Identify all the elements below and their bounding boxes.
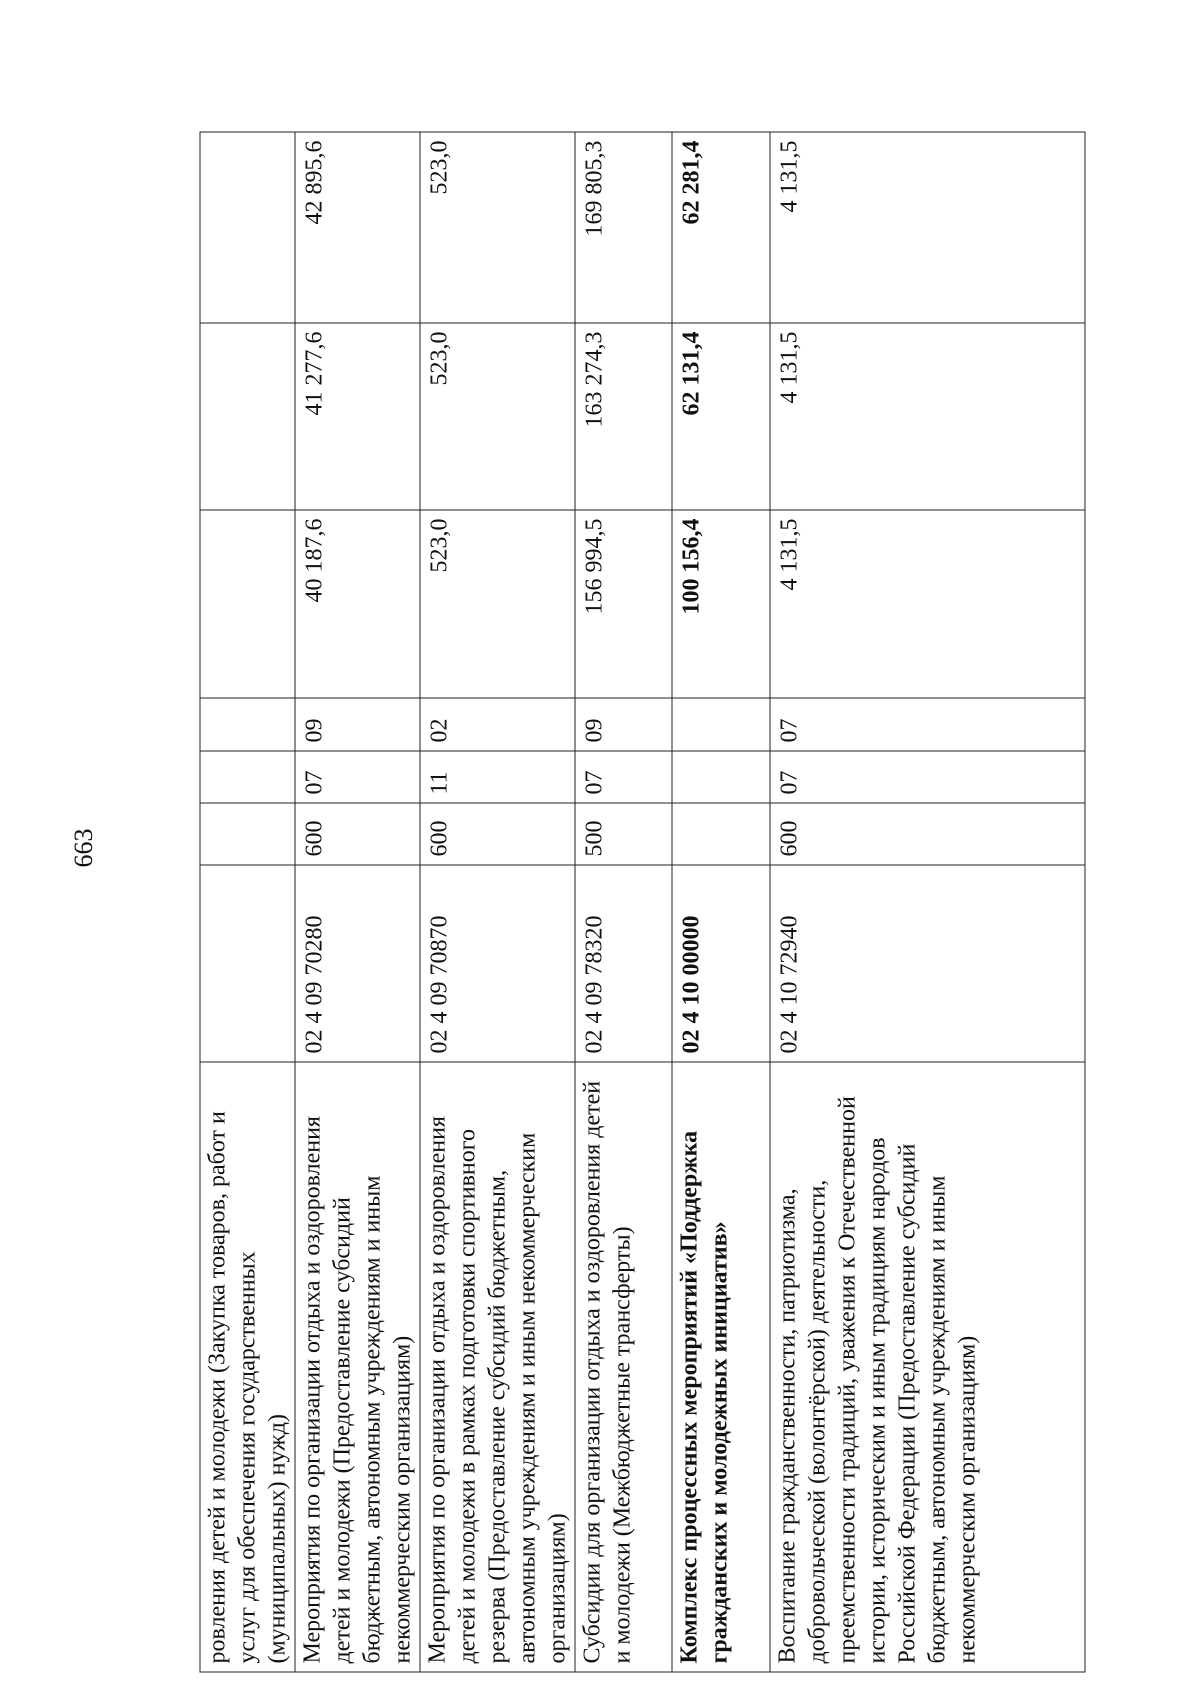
row-year-1: 40 187,6 (295, 510, 420, 698)
row-vr: 600 (770, 803, 1085, 865)
table-row (575, 132, 672, 1672)
row-year-3: 62 281,4 (672, 132, 770, 323)
row-pr (200, 698, 295, 751)
table-row (420, 132, 575, 1672)
row-year-1: 523,0 (420, 510, 575, 698)
row-year-3 (200, 132, 295, 323)
row-csr: 02 4 10 72940 (770, 865, 1085, 1062)
row-year-3: 523,0 (420, 132, 575, 323)
row-csr: 02 4 09 70870 (420, 865, 575, 1062)
row-vr (672, 803, 770, 865)
row-name: Мероприятия по организации отдыха и оздоровления детей и молодежи в рамках подготовки спортивного резерва (Предоставление субсидий бюджетным, автономным учреждениям и иным некоммерческим организациям) (420, 1062, 575, 1672)
row-name: Воспитание гражданственности, патриотизма, добровольческой (волонтёрской) деятельности, преемственности традиций, уважения к Отечественной истории, историческим и иным традициям народов Российской Федерации (Предоставление субсидий бюджетным, автономным учреждениям и иным некоммерческим организациям) (770, 1062, 1085, 1672)
row-year-1: 100 156,4 (672, 510, 770, 698)
row-rz: 11 (420, 751, 575, 803)
row-rz: 07 (575, 751, 672, 803)
row-vr: 600 (420, 803, 575, 865)
row-year-1 (200, 510, 295, 698)
row-csr (200, 865, 295, 1062)
row-year-2 (200, 323, 295, 510)
table-row (200, 132, 295, 1672)
budget-table (200, 131, 1086, 1672)
row-pr (672, 698, 770, 751)
row-name: Мероприятия по организации отдыха и оздоровления детей и молодежи (Предоставление субсидий бюджетным, автономным учреждениям и иным некоммерческим организациям) (295, 1062, 420, 1672)
row-year-1: 4 131,5 (770, 510, 1085, 698)
row-year-2: 163 274,3 (575, 323, 672, 510)
row-year-2: 4 131,5 (770, 323, 1085, 510)
row-year-1: 156 994,5 (575, 510, 672, 698)
row-vr (200, 803, 295, 865)
row-rz (672, 751, 770, 803)
row-csr: 02 4 09 70280 (295, 865, 420, 1062)
budget-table-container (200, 132, 1085, 1672)
row-pr: 02 (420, 698, 575, 751)
row-year-3: 4 131,5 (770, 132, 1085, 323)
row-pr: 09 (575, 698, 672, 751)
row-year-2: 523,0 (420, 323, 575, 510)
row-year-2: 41 277,6 (295, 323, 420, 510)
row-vr: 600 (295, 803, 420, 865)
row-name: Комплекс процессных мероприятий «Поддержка гражданских и молодежных инициатив» (672, 1062, 770, 1672)
table-row (770, 132, 1085, 1672)
row-rz (200, 751, 295, 803)
row-name: ровления детей и молодежи (Закупка товаров, работ и услуг для обеспечения государственных (муниципальных) нужд) (200, 1062, 295, 1672)
row-year-2: 62 131,4 (672, 323, 770, 510)
row-rz: 07 (770, 751, 1085, 803)
page-number: 663 (69, 828, 98, 868)
table-row (295, 132, 420, 1672)
row-rz: 07 (295, 751, 420, 803)
row-pr: 07 (770, 698, 1085, 751)
row-year-3: 169 805,3 (575, 132, 672, 323)
row-pr: 09 (295, 698, 420, 751)
table-row (672, 132, 770, 1672)
row-year-3: 42 895,6 (295, 132, 420, 323)
row-csr: 02 4 09 78320 (575, 865, 672, 1062)
row-vr: 500 (575, 803, 672, 865)
row-name: Субсидии для организации отдыха и оздоровления детей и молодежи (Межбюджетные трансферты) (575, 1062, 672, 1672)
row-csr: 02 4 10 00000 (672, 865, 770, 1062)
